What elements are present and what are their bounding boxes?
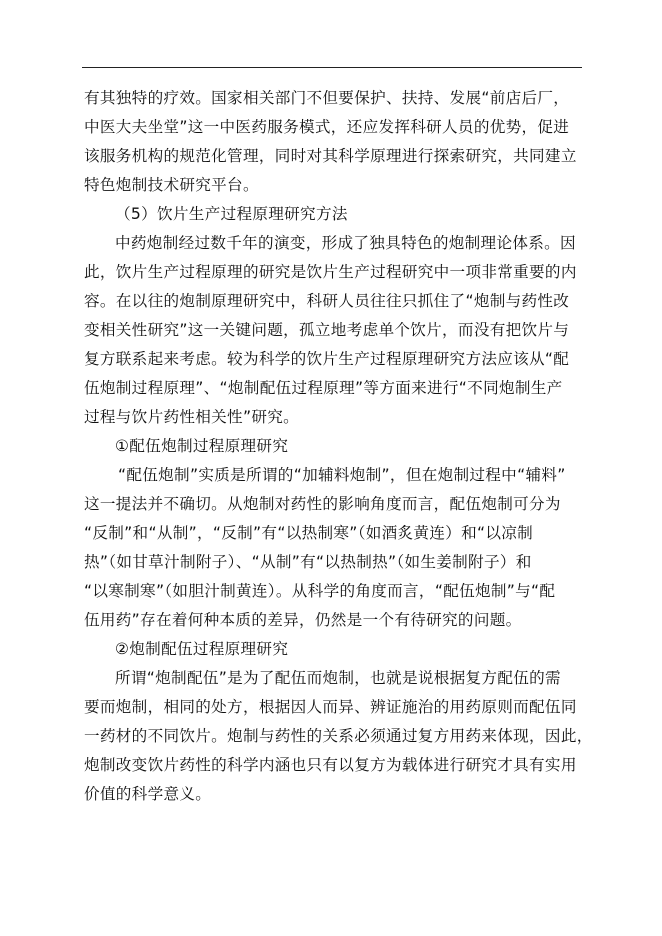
text-line: 容。在以往的炮制原理研究中，科研人员往往只抓住了“炮制与药性改: [84, 292, 570, 310]
text-line: “配伍炮制”实质是所谓的“加辅料炮制”，但在炮制过程中“辅料”: [118, 466, 566, 484]
text-line: 伍炮制过程原理”、“炮制配伍过程原理”等方面来进行“不同炮制生产: [84, 379, 563, 397]
subsection-heading: ②炮制配伍过程原理研究: [115, 640, 289, 658]
text-line: “反制”和“从制”，“反制”有“以热制寒”（如酒炙黄连）和“以凉制: [84, 524, 534, 542]
text-line: 伍用药”存在着何种本质的差异，仍然是一个有待研究的问题。: [84, 611, 522, 629]
text-line: “以寒制寒”（如胆汁制黄连）。从科学的角度而言，“配伍炮制”与“配: [84, 582, 556, 600]
header-rule: [82, 67, 582, 68]
text-line: 炮制改变饮片药性的科学内涵也只有以复方为载体进行研究才具有实用: [84, 756, 577, 774]
text-line: 该服务机构的规范化管理，同时对其科学原理进行探索研究，共同建立: [84, 147, 577, 165]
section-heading: （5）饮片生产过程原理研究方法: [115, 205, 348, 223]
text-line: 所谓“炮制配伍”是为了配伍而炮制，也就是说根据复方配伍的需: [115, 669, 561, 687]
text-line: 复方联系起来考虑。较为科学的饮片生产过程原理研究方法应该从“配: [84, 350, 570, 368]
text-line: 中药炮制经过数千年的演变，形成了独具特色的炮制理论体系。因: [115, 234, 576, 252]
subsection-heading: ①配伍炮制过程原理研究: [115, 437, 289, 455]
text-line: 一药材的不同饮片。炮制与药性的关系必须通过复方用药来体现，因此，: [84, 727, 593, 745]
text-line: 过程与饮片药性相关性”研究。: [84, 408, 299, 426]
text-line: 这一提法并不确切。从炮制对药性的影响角度而言，配伍炮制可分为: [84, 495, 561, 513]
document-body: [84, 84, 593, 809]
text-line: 价值的科学意义。: [84, 785, 212, 803]
text-line: 中医大夫坐堂”这一中医药服务模式，还应发挥科研人员的优势，促进: [84, 118, 570, 136]
text-line: 变相关性研究”这一关键问题，孤立地考虑单个饮片，而没有把饮片与: [84, 321, 570, 339]
text-line: 特色炮制技术研究平台。: [84, 176, 259, 194]
text-line: 热”（如甘草汁制附子）、“从制”有“以热制热”（如生姜制附子）和: [84, 553, 532, 571]
text-line: 此，饮片生产过程原理的研究是饮片生产过程研究中一项非常重要的内: [84, 263, 577, 281]
text-line: 有其独特的疗效。国家相关部门不但要保护、扶持、发展“前店后厂，: [84, 89, 570, 107]
text-line: 要而炮制，相同的处方，根据因人而异、辨证施治的用药原则而配伍同: [84, 698, 577, 716]
